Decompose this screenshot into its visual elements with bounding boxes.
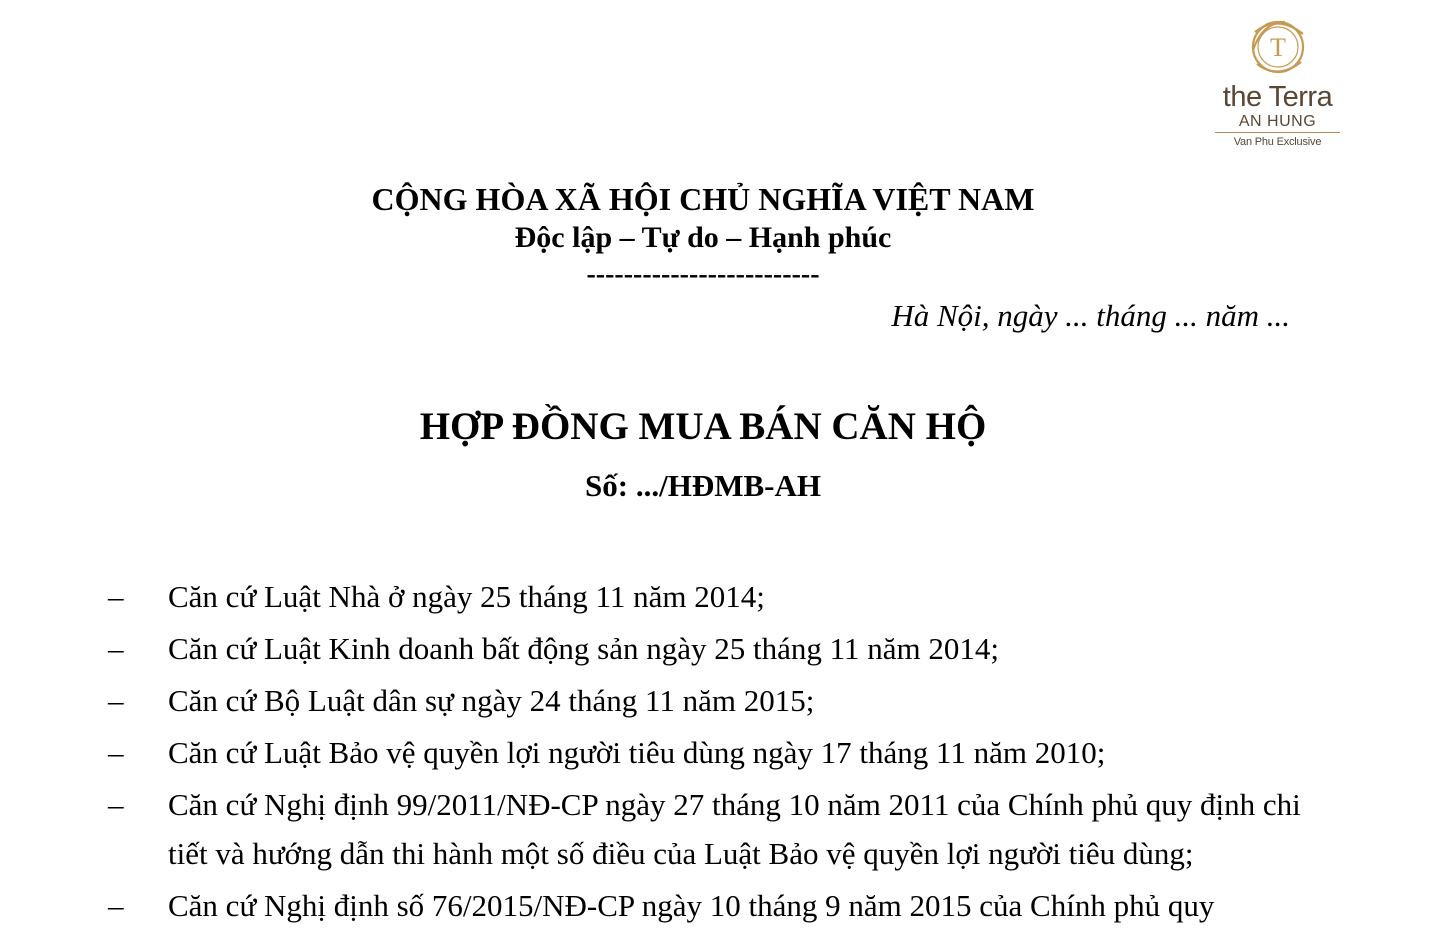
list-item bbox=[108, 780, 1308, 878]
list-dash: – bbox=[108, 787, 124, 822]
list-item bbox=[108, 572, 1308, 621]
emblem-icon bbox=[1205, 12, 1350, 82]
document-number: Số: .../HĐMB-AH bbox=[585, 468, 821, 503]
logo-divider bbox=[1215, 132, 1340, 133]
logo-tagline: Van Phu Exclusive bbox=[1233, 136, 1322, 148]
document-title: HỢP ĐỒNG MUA BÁN CĂN HỘ bbox=[419, 405, 987, 448]
list-item-text: Căn cứ Luật Nhà ở ngày 25 tháng 11 năm 2014; bbox=[168, 579, 765, 614]
list-dash: – bbox=[108, 888, 124, 923]
list-item bbox=[108, 624, 1308, 673]
list-dash: – bbox=[108, 579, 124, 614]
list-dash: – bbox=[108, 631, 124, 666]
national-motto: Độc lập – Tự do – Hạnh phúc bbox=[514, 221, 892, 254]
list-item-text: Căn cứ Nghị định số 76/2015/NĐ-CP ngày 10 tháng 9 năm 2015 của Chính phủ quy bbox=[168, 888, 1215, 923]
list-item-text: Căn cứ Luật Kinh doanh bất động sản ngày 25 tháng 11 năm 2014; bbox=[168, 631, 999, 666]
place-date-line: Hà Nội, ngày ... tháng ... năm ... bbox=[891, 298, 1290, 333]
list-item bbox=[108, 676, 1308, 725]
legal-basis-list bbox=[108, 572, 1308, 933]
national-title: CỘNG HÒA XÃ HỘI CHỦ NGHĨA VIỆT NAM bbox=[371, 181, 1035, 217]
logo-brand: the Terra bbox=[1222, 81, 1333, 113]
header-divider: ------------------------- bbox=[586, 259, 820, 290]
list-dash: – bbox=[108, 735, 124, 770]
list-item-text: Căn cứ Luật Bảo vệ quyền lợi người tiêu dùng ngày 17 tháng 11 năm 2010; bbox=[168, 735, 1106, 770]
emblem-letter: T bbox=[1270, 33, 1286, 62]
logo-subtitle: AN HUNG bbox=[1238, 113, 1317, 130]
the-terra-logo bbox=[1205, 12, 1350, 152]
list-dash: – bbox=[108, 683, 124, 718]
list-item-text: Căn cứ Nghị định 99/2011/NĐ-CP ngày 27 tháng 10 năm 2011 của Chính phủ quy định chi tiết và hướng dẫn thi hành một số điều của Luật Bảo vệ quyền lợi người tiêu dùng; bbox=[168, 787, 1301, 871]
list-item bbox=[108, 881, 1308, 930]
list-item-text: Căn cứ Bộ Luật dân sự ngày 24 tháng 11 năm 2015; bbox=[168, 683, 815, 718]
list-item bbox=[108, 728, 1308, 777]
